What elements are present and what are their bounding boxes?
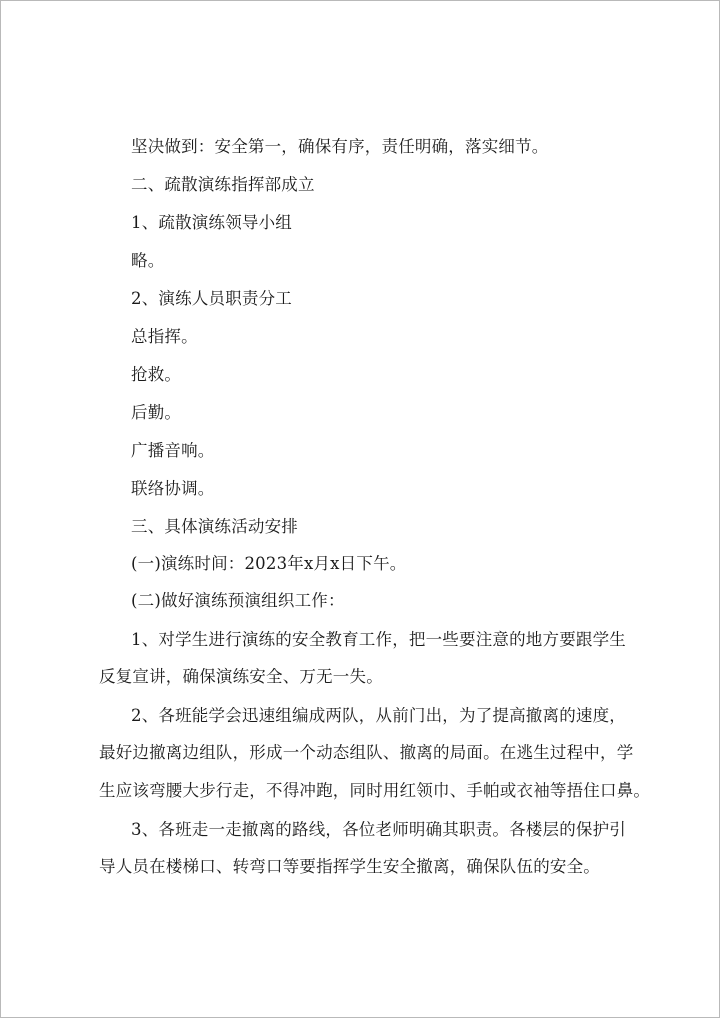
paragraph-line: 反复宣讲，确保演练安全、万无一失。 bbox=[99, 667, 383, 686]
paragraph-line: 3、各班走一走撤离的路线，各位老师明确其职责。各楼层的保护引 bbox=[131, 820, 626, 839]
subsection-heading: 2、演练人员职责分工 bbox=[131, 289, 292, 308]
subsection-heading: 1、疏散演练领导小组 bbox=[131, 213, 292, 232]
text-line: 广播音响。 bbox=[131, 441, 215, 460]
section-heading: 二、疏散演练指挥部成立 bbox=[131, 175, 315, 194]
text-line: 坚决做到：安全第一，确保有序，责任明确，落实细节。 bbox=[131, 137, 549, 156]
paragraph-line: 最好边撤离边组队，形成一个动态组队、撤离的局面。在逃生过程中，学 bbox=[99, 743, 634, 762]
paragraph-line: 1、对学生进行演练的安全教育工作，把一些要注意的地方要跟学生 bbox=[131, 630, 626, 649]
text-line: 略。 bbox=[131, 251, 165, 270]
section-heading: 三、具体演练活动安排 bbox=[131, 517, 298, 536]
paragraph-line: 生应该弯腰大步行走，不得冲跑，同时用红领巾、手帕或衣袖等捂住口鼻。 bbox=[99, 781, 651, 800]
text-line: 联络协调。 bbox=[131, 479, 215, 498]
text-line: (一)演练时间：2023年x月x日下午。 bbox=[131, 554, 407, 573]
text-line: 总指挥。 bbox=[131, 327, 198, 346]
text-line: 抢救。 bbox=[131, 365, 182, 384]
text-line: 后勤。 bbox=[131, 403, 182, 422]
paragraph-line: 2、各班能学会迅速组编成两队，从前门出，为了提高撤离的速度， bbox=[131, 706, 626, 725]
paragraph-line: 导人员在楼梯口、转弯口等要指挥学生安全撤离，确保队伍的安全。 bbox=[99, 857, 600, 876]
text-line: (二)做好演练预演组织工作： bbox=[131, 591, 345, 610]
